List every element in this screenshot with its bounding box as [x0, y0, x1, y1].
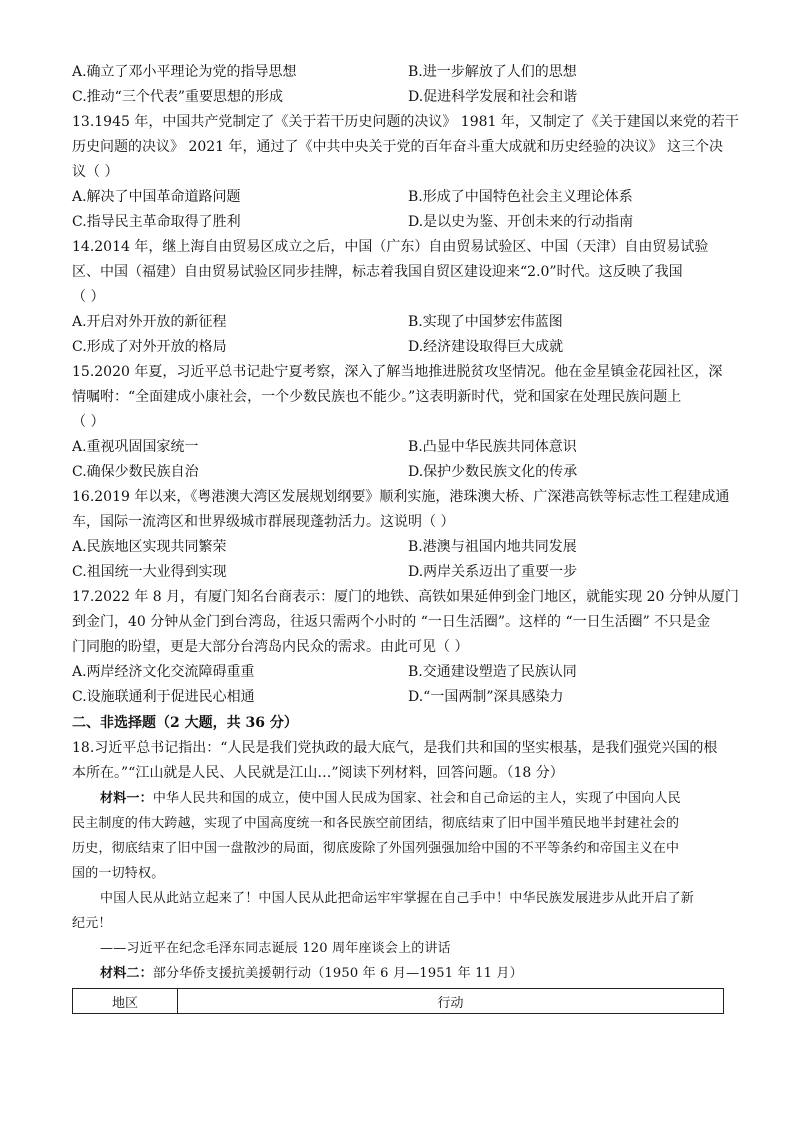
q14-stem-line-1: 14.2014 年，继上海自由贸易区成立之后，中国（广东）自由贸易试验区、中国（天津）自由贸易试验	[72, 239, 709, 255]
material1-line-3: 历史，彻底结束了旧中国一盘散沙的局面，彻底废除了外国列强强加给中国的不平等条约和帝国主义在中	[72, 841, 680, 856]
q17-stem-line-2: 到金门，40 分钟从金门到台湾岛，往返只需两个小时的 “一日生活圈”。这样的 “一日生活圈” 不只是金	[72, 614, 711, 630]
q17-option-a: A.两岸经济文化交流障碍重重	[72, 664, 255, 680]
q16-stem-line-2: 车，国际一流湾区和世界级城市群展现蓬勃活力。这说明（ ）	[72, 514, 455, 530]
material2-text: 部分华侨支援抗美援朝行动（1950 年 6 月—1951 年 11 月）	[152, 966, 523, 981]
material1-line-4: 国的一切特权。	[72, 866, 165, 881]
q12-option-a: A.确立了邓小平理论为党的指导思想	[72, 64, 297, 80]
q17-option-c: C.设施联通利于促进民心相通	[72, 689, 255, 705]
material1-text-1: 中华人民共和国的成立，使中国人民成为国家、社会和自己命运的主人，实现了中国向人民	[152, 791, 681, 806]
q12-option-c: C.推动“三个代表”重要思想的形成	[72, 89, 283, 105]
q13-stem-line-2: 历史问题的决议》 2021 年，通过了《中共中央关于党的百年奋斗重大成就和历史经验的决议》 这三个决	[72, 139, 723, 155]
section-heading-non-choice: 二、非选择题（2 大题，共 36 分）	[72, 715, 298, 731]
q18-stem-line-1: 18.习近平总书记指出：“人民是我们党执政的最大底气，是我们共和国的坚实根基，是我们强党兴国的根	[72, 740, 718, 756]
q15-option-c: C.确保少数民族自治	[72, 464, 199, 480]
material1-para2-line-1: 中国人民从此站立起来了！中国人民从此把命运牢牢掌握在自己手中！中华民族发展进步从此开启了新	[100, 891, 695, 906]
material2-line	[72, 961, 724, 986]
q12-options-row-1	[72, 60, 724, 85]
q13-option-b: B.形成了中国特色社会主义理论体系	[408, 189, 633, 205]
q12-option-b: B.进一步解放了人们的思想	[408, 64, 577, 80]
q17-stem-line-1: 17.2022 年 8 月，有厦门知名台商表示：厦门的地铁、高铁如果延伸到金门地区，就能实现 20 分钟从厦门	[72, 589, 739, 605]
q14-option-c: C.形成了对外开放的格局	[72, 339, 227, 355]
material1-line-2: 民主制度的伟大跨越，实现了中国高度统一和各民族空前团结，彻底结束了旧中国半殖民地半封建社会的	[72, 816, 680, 831]
q16-option-c: C.祖国统一大业得到实现	[72, 564, 227, 580]
material1-line-1	[72, 786, 724, 811]
q18-stem-line-2: 本所在。”“江山就是人民、人民就是江山…”阅读下列材料，回答问题。（18 分）	[72, 765, 564, 781]
q14-stem-line-3: （ ）	[72, 289, 105, 305]
q12-options-row-2	[72, 85, 724, 110]
q13-options-row-1	[72, 185, 724, 210]
q15-option-a: A.重视巩固国家统一	[72, 439, 199, 455]
q15-stem-line-2: 情嘱咐：“全面建成小康社会，一个少数民族也不能少。”这表明新时代，党和国家在处理民族问题上	[72, 389, 682, 405]
table-header-action: 行动	[178, 989, 724, 1014]
q17-options-row-1	[72, 660, 724, 685]
material1-label: 材料一：	[100, 791, 153, 806]
q14-stem-line-2: 区、中国（福建）自由贸易试验区同步挂牌，标志着我国自贸区建设迎来“2.0”时代。这反映了我国	[72, 264, 683, 280]
q14-options-row-2	[72, 335, 724, 360]
q17-options-row-2	[72, 685, 724, 710]
material2-table	[72, 988, 724, 1014]
material2-label: 材料二：	[100, 966, 153, 981]
q13-options-row-2	[72, 210, 724, 235]
q17-option-d: D.“一国两制”深具感染力	[408, 689, 564, 705]
material1-source: ——习近平在纪念毛泽东同志诞辰 120 周年座谈会上的讲话	[100, 941, 451, 956]
q14-option-b: B.实现了中国梦宏伟蓝图	[408, 314, 563, 330]
q17-stem-line-3: 门同胞的盼望，更是大部分台湾岛内民众的需求。由此可见（ ）	[72, 639, 469, 655]
table-header-region: 地区	[73, 989, 178, 1014]
q15-stem-line-1: 15.2020 年夏，习近平总书记赴宁夏考察，深入了解当地推进脱贫攻坚情况。他在金星镇金花园社区，深	[72, 364, 723, 380]
q12-option-d: D.促进科学发展和社会和谐	[408, 89, 578, 105]
q15-options-row-1	[72, 435, 724, 460]
q15-option-d: D.保护少数民族文化的传承	[408, 464, 578, 480]
q15-stem-line-3: （ ）	[72, 414, 105, 430]
q13-option-a: A.解决了中国革命道路问题	[72, 189, 241, 205]
exam-page	[72, 60, 739, 1014]
material1-para2-line-2: 纪元！	[72, 916, 112, 931]
q13-option-d: D.是以史为鉴、开创未来的行动指南	[408, 214, 634, 230]
q16-options-row-1	[72, 535, 724, 560]
q16-option-d: D.两岸关系迈出了重要一步	[408, 564, 578, 580]
q14-option-a: A.开启对外开放的新征程	[72, 314, 227, 330]
q13-stem-line-1: 13.1945 年，中国共产党制定了《关于若干历史问题的决议》 1981 年，又制定了《关于建国以来党的若干	[72, 114, 739, 130]
q16-stem-line-1: 16.2019 年以来，《粤港澳大湾区发展规划纲要》顺利实施，港珠澳大桥、广深港高铁等标志性工程建成通	[72, 489, 730, 505]
q16-option-b: B.港澳与祖国内地共同发展	[408, 539, 577, 555]
q15-options-row-2	[72, 460, 724, 485]
q14-option-d: D.经济建设取得巨大成就	[408, 339, 564, 355]
q17-option-b: B.交通建设塑造了民族认同	[408, 664, 577, 680]
q15-option-b: B.凸显中华民族共同体意识	[408, 439, 577, 455]
q14-options-row-1	[72, 310, 724, 335]
q13-stem-line-3: 议（ ）	[72, 164, 119, 180]
q16-option-a: A.民族地区实现共同繁荣	[72, 539, 227, 555]
q16-options-row-2	[72, 560, 724, 585]
table-header-row	[73, 989, 724, 1014]
q13-option-c: C.指导民主革命取得了胜利	[72, 214, 241, 230]
